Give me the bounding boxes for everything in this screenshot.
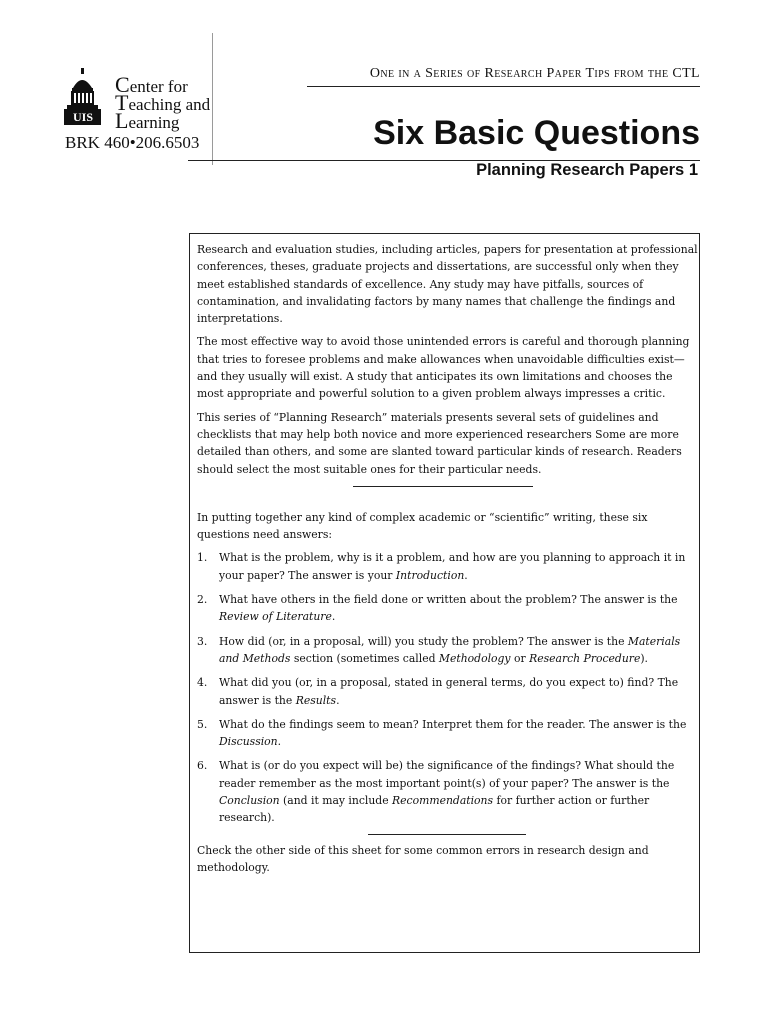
question-item: 6 . What is (or do you expect will be) the significance of the findings? What should the reader remember as the most important point(s) of your paper? The answer is the Conclusion (and it may include Recommendations for further action or further research). bbox=[197, 757, 699, 826]
phone-number: BRK 460•206.6503 bbox=[65, 133, 200, 152]
closing-note: Check the other side of this sheet for some common errors in research design and methodology. bbox=[197, 843, 649, 874]
series-underline bbox=[307, 86, 700, 87]
question-item: 1 . What is the problem, why is it a problem, and how are you planning to approach it in your paper? The answer is your Introduction. bbox=[197, 549, 699, 584]
questions-intro: In putting together any kind of complex academic or “scientific” writing, these six questions need answers: bbox=[197, 510, 648, 542]
logo-line-1: Center for bbox=[115, 72, 188, 97]
page-subtitle: Planning Research Papers 1 bbox=[476, 161, 698, 179]
logo-line-3: Learning bbox=[115, 108, 180, 133]
series-heading: One in a Series of Research Paper Tips from the CTL bbox=[369, 66, 700, 81]
content-body bbox=[197, 241, 699, 882]
logo-line-2: Teaching and bbox=[115, 90, 211, 115]
intro-paragraph-2: The most effective way to avoid those unintended errors is careful and thorough planning that tries to foresee problems and make allowances when unavoidable difficulties exist—and they usually will exist. A study that anticipates its own limitations and chooses the most appropriate and powerful solution to a given problem always impresses a critic. bbox=[197, 335, 690, 401]
question-item: 5 . What do the findings seem to mean? Interpret them for the reader. The answer is the Discussion. bbox=[197, 716, 699, 751]
intro-paragraph-3: This series of “Planning Research” materials presents several sets of guidelines and checklists that may help both novice and more experienced researchers Some are more detailed than others, and some are slanted toward particular kinds of research. Readers should select the most suitable ones for their particular needs. bbox=[197, 410, 682, 476]
question-item: 3 . How did (or, in a proposal, will) you study the problem? The answer is the Materials and Methods section (sometimes called Methodology or Research Procedure). bbox=[197, 633, 699, 668]
intro-paragraph-1: Research and evaluation studies, including articles, papers for presentation at professional conferences, theses, graduate projects and dissertations, are successful only when they meet established standards of excellence. Any study may have pitfalls, sources of contamination, and invalidating factors by many names that challenge the findings and interpretations. bbox=[197, 243, 698, 326]
closing-separator bbox=[368, 834, 526, 835]
vertical-divider bbox=[212, 33, 213, 165]
logo-badge: UIS bbox=[72, 110, 93, 124]
question-item: 4 . What did you (or, in a proposal, stated in general terms, do you expect to) find? The answer is the Results. bbox=[197, 674, 699, 709]
page-title: Six Basic Questions bbox=[373, 114, 700, 152]
question-item: 2 . What have others in the field done or written about the problem? The answer is the Review of Literature. bbox=[197, 591, 699, 626]
section-separator bbox=[353, 486, 533, 487]
